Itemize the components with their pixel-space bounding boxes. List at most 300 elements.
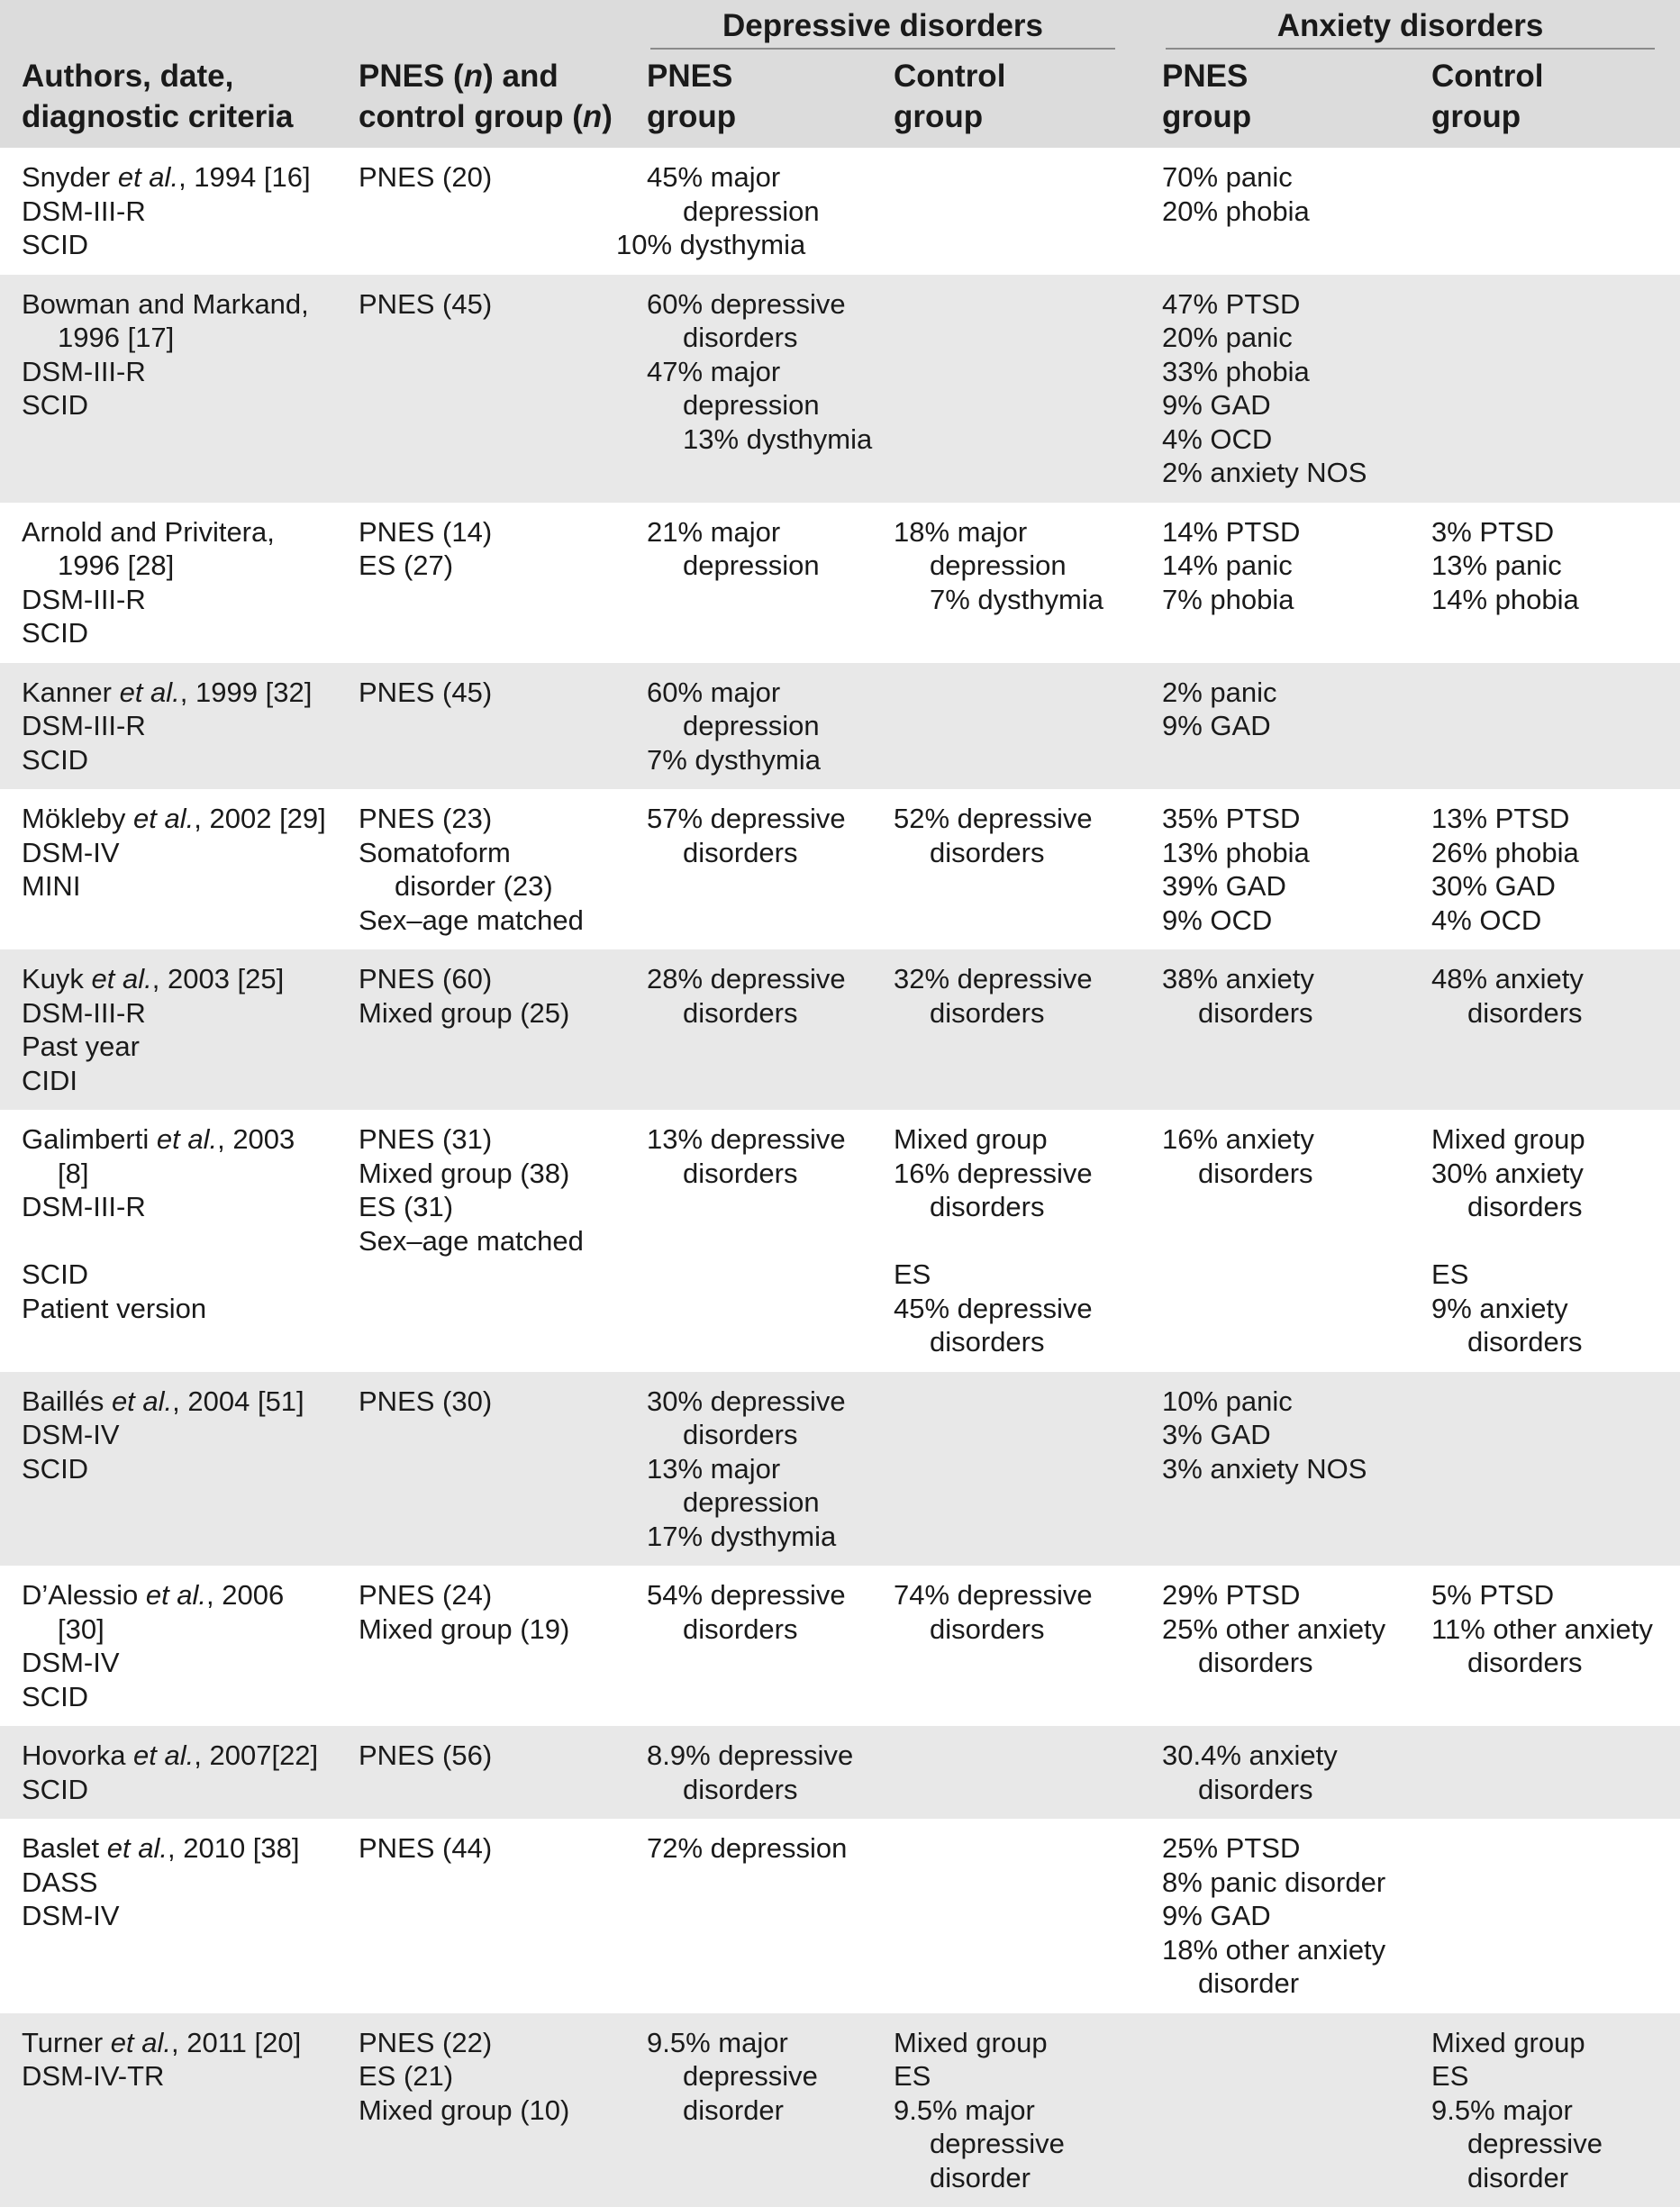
table-row bbox=[0, 1372, 1680, 1567]
table-row bbox=[0, 663, 1680, 790]
cell-depressive-control bbox=[872, 275, 1140, 503]
cell-line: PNES (23) bbox=[359, 802, 618, 836]
cell-line: DSM-IV bbox=[22, 1899, 330, 1933]
cell-line: disorder bbox=[1162, 1966, 1403, 2001]
author-text: , 1994 [16] bbox=[178, 161, 311, 193]
line-spacer bbox=[1431, 1224, 1673, 1258]
cell-line: 38% anxiety bbox=[1162, 962, 1403, 996]
cell-line: 13% dysthymia bbox=[647, 422, 865, 457]
cell-line: 16% anxiety bbox=[1162, 1122, 1403, 1157]
et-al: et al. bbox=[107, 1832, 168, 1864]
cell-line: 47% major bbox=[647, 355, 865, 389]
cell-line: DSM-III-R bbox=[22, 1190, 330, 1224]
cell-line: PNES (22) bbox=[359, 2026, 618, 2060]
cell-line: 13% PTSD bbox=[1431, 802, 1673, 836]
cell-line: ES (21) bbox=[359, 2059, 618, 2093]
cell-line: [30] bbox=[22, 1612, 330, 1647]
cell-line: 2% anxiety NOS bbox=[1162, 456, 1403, 490]
table-row bbox=[0, 2013, 1680, 2207]
cell-depressive-control bbox=[872, 1372, 1140, 1567]
cell-line: depression bbox=[894, 549, 1133, 583]
cell-line: disorders bbox=[1162, 1646, 1403, 1680]
line-spacer bbox=[22, 1224, 330, 1258]
cell-anxiety-pnes bbox=[1140, 1110, 1410, 1372]
cell-line: PNES (56) bbox=[359, 1739, 618, 1773]
author-text: , 2003 [25] bbox=[152, 963, 285, 995]
author-text: Kanner bbox=[22, 677, 120, 708]
cell-line: 5% PTSD bbox=[1431, 1578, 1673, 1612]
cell-line: Mixed group bbox=[1431, 1122, 1673, 1157]
author-line bbox=[22, 160, 330, 195]
cell-anxiety-pnes bbox=[1140, 275, 1410, 503]
cell-line: PNES (44) bbox=[359, 1831, 618, 1866]
cell-line: 26% phobia bbox=[1431, 836, 1673, 870]
cell-line: 45% major bbox=[647, 160, 865, 195]
cell-authors bbox=[0, 503, 337, 663]
cell-line: 13% depressive bbox=[647, 1122, 865, 1157]
cell-line: PNES (20) bbox=[359, 160, 618, 195]
cell-line: ES bbox=[894, 1258, 1133, 1292]
cell-line: Sex–age matched bbox=[359, 904, 618, 938]
table-row bbox=[0, 503, 1680, 663]
cell-line: ES (31) bbox=[359, 1190, 618, 1224]
author-text: , 2002 [29] bbox=[194, 803, 326, 834]
author-text: Snyder bbox=[22, 161, 118, 193]
cell-line: 9.5% major bbox=[1431, 2093, 1673, 2128]
cell-line: DSM-IV bbox=[22, 1418, 330, 1452]
cell-anxiety-pnes bbox=[1140, 1566, 1410, 1726]
header-spacer bbox=[0, 0, 337, 52]
cell-line: disorders bbox=[894, 996, 1133, 1031]
cell-depressive-pnes bbox=[625, 275, 872, 503]
cell-anxiety-control bbox=[1410, 2013, 1680, 2207]
cell-line: DSM-III-R bbox=[22, 996, 330, 1031]
cell-line: SCID bbox=[22, 1452, 330, 1486]
cell-line: 39% GAD bbox=[1162, 869, 1403, 904]
cell-line: 18% major bbox=[894, 515, 1133, 549]
cell-line: Past year bbox=[22, 1030, 330, 1064]
et-al: et al. bbox=[111, 2027, 171, 2058]
cell-line: disorders bbox=[1162, 996, 1403, 1031]
author-line bbox=[22, 287, 330, 322]
cell-line: 7% phobia bbox=[1162, 583, 1403, 617]
header-anxiety-disorders: Anxiety disorders bbox=[1140, 0, 1680, 52]
cell-anxiety-control bbox=[1410, 789, 1680, 949]
cell-line: DSM-III-R bbox=[22, 583, 330, 617]
header-depressive-disorders: Depressive disorders bbox=[625, 0, 1140, 52]
cell-authors bbox=[0, 663, 337, 790]
cell-line: 13% major bbox=[647, 1452, 865, 1486]
table-row bbox=[0, 789, 1680, 949]
cell-line: disorders bbox=[1431, 1325, 1673, 1359]
cell-line: 7% dysthymia bbox=[894, 583, 1133, 617]
cell-line: depressive bbox=[894, 2127, 1133, 2161]
cell-line: 14% panic bbox=[1162, 549, 1403, 583]
cell-line: DSM-III-R bbox=[22, 355, 330, 389]
author-text: Baslet bbox=[22, 1832, 107, 1864]
et-al: et al. bbox=[112, 1385, 172, 1417]
cell-line: depressive bbox=[647, 2059, 865, 2093]
cell-line: 14% phobia bbox=[1431, 583, 1673, 617]
cell-line: depressive bbox=[1431, 2127, 1673, 2161]
cell-line: disorders bbox=[647, 321, 865, 355]
cell-depressive-pnes bbox=[625, 1110, 872, 1372]
author-line bbox=[22, 962, 330, 996]
cell-line: 9% anxiety bbox=[1431, 1292, 1673, 1326]
cell-line: disorders bbox=[1431, 1646, 1673, 1680]
cell-depressive-pnes bbox=[625, 503, 872, 663]
cell-line: SCID bbox=[22, 1773, 330, 1807]
author-text: Mökleby bbox=[22, 803, 133, 834]
cell-depressive-pnes bbox=[625, 1726, 872, 1819]
cell-anxiety-pnes bbox=[1140, 148, 1410, 275]
cell-line: disorders bbox=[647, 1773, 865, 1807]
cell-line: SCID bbox=[22, 1680, 330, 1714]
cell-line: Patient version bbox=[22, 1292, 330, 1326]
cell-line: 13% phobia bbox=[1162, 836, 1403, 870]
cell-line: 47% PTSD bbox=[1162, 287, 1403, 322]
cell-line: ES bbox=[894, 2059, 1133, 2093]
cell-line: disorders bbox=[1162, 1773, 1403, 1807]
cell-line: 9% GAD bbox=[1162, 388, 1403, 422]
cell-anxiety-pnes bbox=[1140, 2013, 1410, 2207]
author-text: Bowman and Markand, bbox=[22, 288, 309, 320]
cell-line: 8% panic disorder bbox=[1162, 1866, 1403, 1900]
cell-groups bbox=[337, 1566, 625, 1726]
cell-line: 3% PTSD bbox=[1431, 515, 1673, 549]
header-spacer bbox=[337, 0, 625, 52]
author-text: Hovorka bbox=[22, 1739, 133, 1771]
cell-line: 9% GAD bbox=[1162, 1899, 1403, 1933]
cell-line: 10% panic bbox=[1162, 1385, 1403, 1419]
table-row bbox=[0, 1566, 1680, 1726]
cell-line: 28% depressive bbox=[647, 962, 865, 996]
cell-anxiety-control bbox=[1410, 949, 1680, 1110]
cell-line: disorders bbox=[1431, 1190, 1673, 1224]
cell-line: DSM-III-R bbox=[22, 709, 330, 743]
cell-line: 72% depression bbox=[647, 1831, 865, 1866]
cell-line: 30.4% anxiety bbox=[1162, 1739, 1403, 1773]
cell-anxiety-control bbox=[1410, 663, 1680, 790]
et-al: et al. bbox=[133, 803, 194, 834]
cell-line: Mixed group bbox=[894, 2026, 1133, 2060]
cell-line: 30% anxiety bbox=[1431, 1157, 1673, 1191]
et-al: et al. bbox=[92, 963, 152, 995]
et-al: et al. bbox=[133, 1739, 194, 1771]
cell-anxiety-pnes bbox=[1140, 503, 1410, 663]
author-text: Baillés bbox=[22, 1385, 112, 1417]
cell-groups bbox=[337, 148, 625, 275]
cell-depressive-pnes bbox=[625, 789, 872, 949]
cell-line: depression bbox=[647, 709, 865, 743]
author-text: Galimberti bbox=[22, 1123, 157, 1155]
cell-line: Mixed group (25) bbox=[359, 996, 618, 1031]
cell-depressive-control bbox=[872, 789, 1140, 949]
author-line bbox=[22, 1739, 330, 1773]
cell-anxiety-control bbox=[1410, 1110, 1680, 1372]
cell-line: DSM-IV bbox=[22, 1646, 330, 1680]
author-line bbox=[22, 1122, 330, 1157]
cell-depressive-control bbox=[872, 1726, 1140, 1819]
cell-line: SCID bbox=[22, 388, 330, 422]
cell-depressive-pnes bbox=[625, 1372, 872, 1567]
cell-line: SCID bbox=[22, 1258, 330, 1292]
cell-line: disorders bbox=[647, 1418, 865, 1452]
cell-line: 32% depressive bbox=[894, 962, 1133, 996]
cell-line: disorder bbox=[894, 2161, 1133, 2195]
cell-line: disorders bbox=[647, 1157, 865, 1191]
cell-line: disorders bbox=[647, 1612, 865, 1647]
cell-line: PNES (30) bbox=[359, 1385, 618, 1419]
cell-anxiety-pnes bbox=[1140, 1726, 1410, 1819]
author-text: D’Alessio bbox=[22, 1579, 146, 1611]
cell-line: 9.5% major bbox=[894, 2093, 1133, 2128]
cell-depressive-pnes bbox=[625, 148, 872, 275]
cell-line: 30% depressive bbox=[647, 1385, 865, 1419]
cell-line: PNES (45) bbox=[359, 287, 618, 322]
header-dep-pnes-group: PNES group bbox=[625, 52, 872, 148]
cell-line: MINI bbox=[22, 869, 330, 904]
cell-line: 35% PTSD bbox=[1162, 802, 1403, 836]
cell-line: 16% depressive bbox=[894, 1157, 1133, 1191]
cell-line: DASS bbox=[22, 1866, 330, 1900]
cell-line: 52% depressive bbox=[894, 802, 1133, 836]
cell-line: 11% other anxiety bbox=[1431, 1612, 1673, 1647]
et-al: et al. bbox=[120, 677, 180, 708]
author-line bbox=[22, 1385, 330, 1419]
cell-line: 8.9% depressive bbox=[647, 1739, 865, 1773]
cell-line: SCID bbox=[22, 228, 330, 262]
cell-line: disorders bbox=[894, 1190, 1133, 1224]
cell-line: DSM-IV bbox=[22, 836, 330, 870]
cell-line: disorder (23) bbox=[359, 869, 618, 904]
cell-line: depression bbox=[647, 1485, 865, 1520]
cell-authors bbox=[0, 275, 337, 503]
cell-line: PNES (31) bbox=[359, 1122, 618, 1157]
cell-line: 45% depressive bbox=[894, 1292, 1133, 1326]
cell-line: disorders bbox=[1431, 996, 1673, 1031]
cell-authors bbox=[0, 148, 337, 275]
cell-line: Mixed group (19) bbox=[359, 1612, 618, 1647]
cell-line: depression bbox=[647, 549, 865, 583]
cell-line: disorders bbox=[1162, 1157, 1403, 1191]
cell-line: CIDI bbox=[22, 1064, 330, 1098]
cell-line: ES bbox=[1431, 1258, 1673, 1292]
cell-depressive-control bbox=[872, 1566, 1140, 1726]
cell-line: 9.5% major bbox=[647, 2026, 865, 2060]
cell-line: disorders bbox=[894, 1325, 1133, 1359]
cell-line: SCID bbox=[22, 743, 330, 777]
cell-line: 33% phobia bbox=[1162, 355, 1403, 389]
cell-line: 2% panic bbox=[1162, 676, 1403, 710]
cell-anxiety-pnes bbox=[1140, 949, 1410, 1110]
author-text: Kuyk bbox=[22, 963, 92, 995]
author-text: Turner bbox=[22, 2027, 111, 2058]
cell-line: Sex–age matched bbox=[359, 1224, 618, 1258]
cell-line: PNES (60) bbox=[359, 962, 618, 996]
table-row bbox=[0, 1726, 1680, 1819]
cell-anxiety-control bbox=[1410, 1726, 1680, 1819]
cell-line: 1996 [28] bbox=[22, 549, 330, 583]
cell-line: 13% panic bbox=[1431, 549, 1673, 583]
cell-groups bbox=[337, 275, 625, 503]
author-line bbox=[22, 802, 330, 836]
cell-anxiety-control bbox=[1410, 1566, 1680, 1726]
cell-depressive-pnes bbox=[625, 663, 872, 790]
cell-line: 48% anxiety bbox=[1431, 962, 1673, 996]
cell-line: disorder bbox=[647, 2093, 865, 2128]
cell-anxiety-pnes bbox=[1140, 789, 1410, 949]
cell-line: 9% OCD bbox=[1162, 904, 1403, 938]
author-line bbox=[22, 1831, 330, 1866]
header-anx-pnes-group: PNES group bbox=[1140, 52, 1410, 148]
cell-depressive-pnes bbox=[625, 1566, 872, 1726]
cell-authors bbox=[0, 949, 337, 1110]
cell-anxiety-control bbox=[1410, 1819, 1680, 2013]
cell-depressive-control bbox=[872, 1819, 1140, 2013]
table-row bbox=[0, 275, 1680, 503]
cell-groups bbox=[337, 2013, 625, 2207]
author-line bbox=[22, 1578, 330, 1612]
cell-line: PNES (45) bbox=[359, 676, 618, 710]
cell-line: Somatoform bbox=[359, 836, 618, 870]
cell-line: 54% depressive bbox=[647, 1578, 865, 1612]
cell-anxiety-pnes bbox=[1140, 1819, 1410, 2013]
author-text: , 2006 bbox=[206, 1579, 284, 1611]
cell-authors bbox=[0, 1372, 337, 1567]
table-row bbox=[0, 1110, 1680, 1372]
cell-line: DSM-III-R bbox=[22, 195, 330, 229]
cell-depressive-control bbox=[872, 148, 1140, 275]
cell-line: Mixed group (10) bbox=[359, 2093, 618, 2128]
cell-groups bbox=[337, 1110, 625, 1372]
cell-line: 20% panic bbox=[1162, 321, 1403, 355]
cell-line: 1996 [17] bbox=[22, 321, 330, 355]
cell-line: 60% depressive bbox=[647, 287, 865, 322]
cell-anxiety-control bbox=[1410, 148, 1680, 275]
cell-line: 70% panic bbox=[1162, 160, 1403, 195]
author-line bbox=[22, 515, 330, 549]
cell-authors bbox=[0, 1566, 337, 1726]
cell-line: disorders bbox=[647, 996, 865, 1031]
cell-anxiety-control bbox=[1410, 275, 1680, 503]
cell-line: 29% PTSD bbox=[1162, 1578, 1403, 1612]
cell-depressive-control bbox=[872, 663, 1140, 790]
cell-line: ES bbox=[1431, 2059, 1673, 2093]
cell-depressive-control bbox=[872, 949, 1140, 1110]
cell-line: Mixed group bbox=[894, 1122, 1133, 1157]
cell-depressive-pnes bbox=[625, 2013, 872, 2207]
cell-line: Mixed group bbox=[1431, 2026, 1673, 2060]
cell-line: 25% other anxiety bbox=[1162, 1612, 1403, 1647]
et-al: et al. bbox=[118, 161, 178, 193]
cell-line: 74% depressive bbox=[894, 1578, 1133, 1612]
cell-line: disorders bbox=[894, 1612, 1133, 1647]
cell-line: 14% PTSD bbox=[1162, 515, 1403, 549]
cell-line: depression bbox=[647, 388, 865, 422]
author-text: , 2003 bbox=[217, 1123, 295, 1155]
cell-anxiety-pnes bbox=[1140, 1372, 1410, 1567]
author-text: , 2007[22] bbox=[194, 1739, 318, 1771]
header-anx-control-group: Control group bbox=[1410, 52, 1680, 148]
cell-line: 4% OCD bbox=[1162, 422, 1403, 457]
cell-line: 4% OCD bbox=[1431, 904, 1673, 938]
et-al: et al. bbox=[157, 1123, 217, 1155]
cell-depressive-control bbox=[872, 1110, 1140, 1372]
cell-groups bbox=[337, 1726, 625, 1819]
cell-line: 21% major bbox=[647, 515, 865, 549]
table-row bbox=[0, 949, 1680, 1110]
cell-groups bbox=[337, 949, 625, 1110]
cell-line: 20% phobia bbox=[1162, 195, 1403, 229]
cell-line: 7% dysthymia bbox=[647, 743, 865, 777]
table-row bbox=[0, 148, 1680, 275]
table-row bbox=[0, 1819, 1680, 2013]
header-authors: Authors, date, diagnostic criteria bbox=[0, 52, 337, 148]
cell-groups bbox=[337, 503, 625, 663]
cell-line: depression bbox=[647, 195, 865, 229]
cell-line: 60% major bbox=[647, 676, 865, 710]
cell-line: [8] bbox=[22, 1157, 330, 1191]
cell-line: 9% GAD bbox=[1162, 709, 1403, 743]
header-groups: PNES (n) and control group (n) bbox=[337, 52, 625, 148]
author-line bbox=[22, 2026, 330, 2060]
cell-line: 57% depressive bbox=[647, 802, 865, 836]
cell-depressive-pnes bbox=[625, 949, 872, 1110]
author-text: Arnold and Privitera, bbox=[22, 516, 275, 548]
line-spacer bbox=[894, 1224, 1133, 1258]
cell-authors bbox=[0, 1110, 337, 1372]
author-text: , 2004 [51] bbox=[172, 1385, 304, 1417]
cell-authors bbox=[0, 789, 337, 949]
cell-line: disorders bbox=[894, 836, 1133, 870]
author-text: , 2011 [20] bbox=[171, 2027, 301, 2058]
table-body bbox=[0, 148, 1680, 2207]
et-al: et al. bbox=[146, 1579, 206, 1611]
author-text: , 2010 [38] bbox=[168, 1832, 300, 1864]
cell-line: SCID bbox=[22, 616, 330, 650]
cell-line: 3% anxiety NOS bbox=[1162, 1452, 1403, 1486]
cell-authors bbox=[0, 1819, 337, 2013]
cell-line: 10% dysthymia bbox=[616, 228, 865, 262]
cell-line: PNES (14) bbox=[359, 515, 618, 549]
cell-line: disorders bbox=[647, 836, 865, 870]
cell-line: 25% PTSD bbox=[1162, 1831, 1403, 1866]
cell-groups bbox=[337, 789, 625, 949]
author-text: , 1999 [32] bbox=[180, 677, 313, 708]
table-header bbox=[0, 0, 1680, 148]
cell-depressive-control bbox=[872, 503, 1140, 663]
cell-groups bbox=[337, 1372, 625, 1567]
cell-depressive-pnes bbox=[625, 1819, 872, 2013]
cell-authors bbox=[0, 2013, 337, 2207]
cell-groups bbox=[337, 663, 625, 790]
cell-line: PNES (24) bbox=[359, 1578, 618, 1612]
cell-line: 30% GAD bbox=[1431, 869, 1673, 904]
header-dep-control-group: Control group bbox=[872, 52, 1140, 148]
cell-authors bbox=[0, 1726, 337, 1819]
cell-line: 3% GAD bbox=[1162, 1418, 1403, 1452]
cell-groups bbox=[337, 1819, 625, 2013]
cell-line: 18% other anxiety bbox=[1162, 1933, 1403, 1967]
cell-anxiety-pnes bbox=[1140, 663, 1410, 790]
author-line bbox=[22, 676, 330, 710]
cell-anxiety-control bbox=[1410, 1372, 1680, 1567]
cell-depressive-control bbox=[872, 2013, 1140, 2207]
cell-line: 17% dysthymia bbox=[647, 1520, 865, 1554]
cell-line: disorder bbox=[1431, 2161, 1673, 2195]
cell-line: Mixed group (38) bbox=[359, 1157, 618, 1191]
